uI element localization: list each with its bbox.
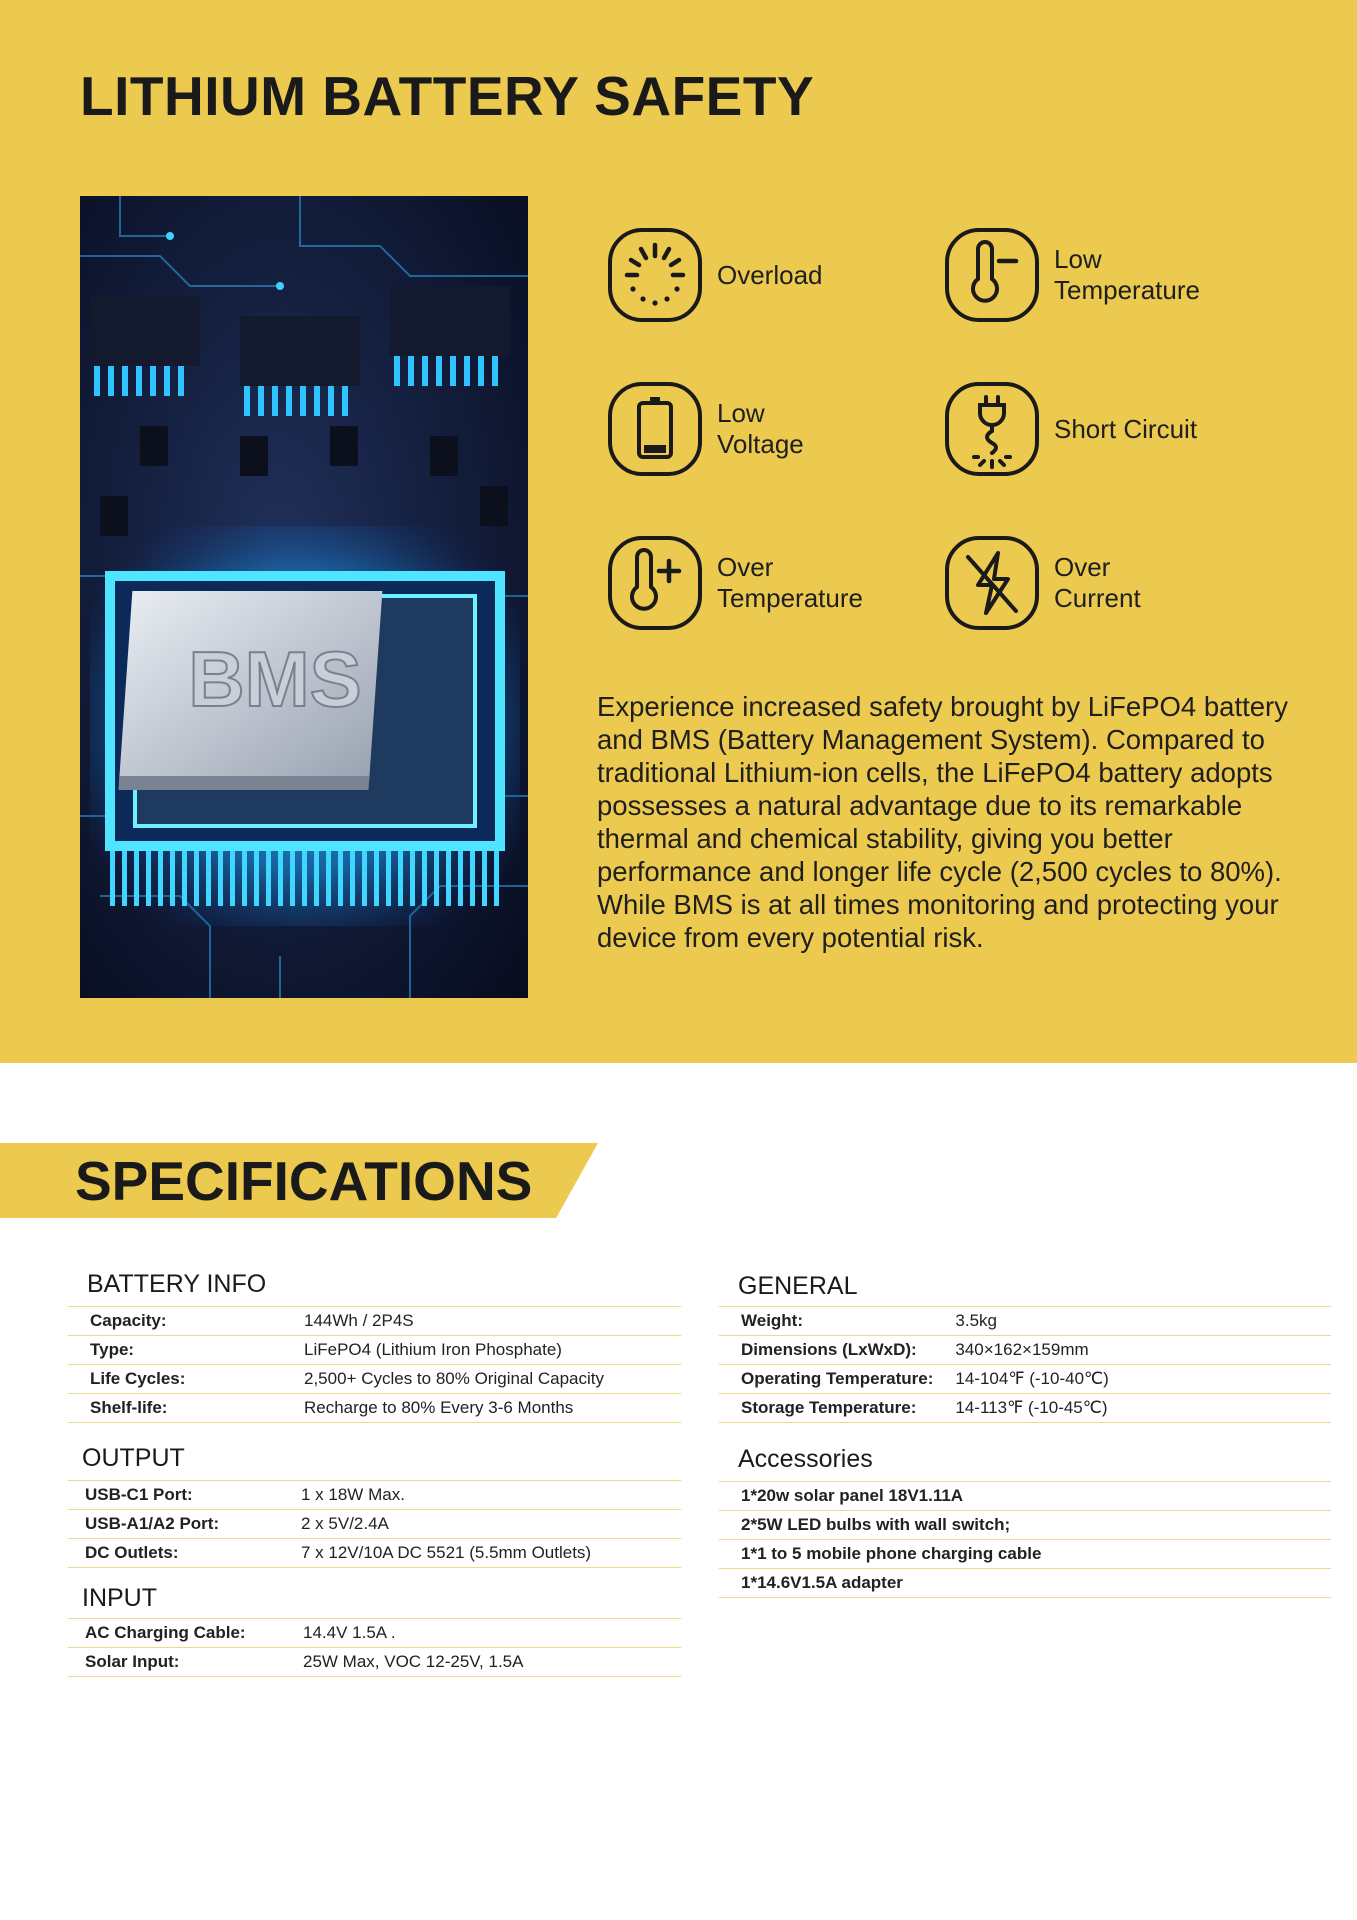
low-temperature-icon bbox=[944, 227, 1040, 323]
table-row bbox=[719, 1365, 1331, 1394]
output-table bbox=[68, 1480, 681, 1568]
feature-label: Temperature bbox=[1054, 275, 1200, 305]
table-row bbox=[68, 1365, 681, 1394]
spec-value: 14.4V 1.5A . bbox=[281, 1619, 681, 1648]
spec-value: 2 x 5V/2.4A bbox=[279, 1510, 681, 1539]
spec-key: Storage Temperature: bbox=[719, 1394, 933, 1423]
accessory-item: 1*14.6V1.5A adapter bbox=[719, 1569, 1331, 1598]
table-row bbox=[68, 1481, 681, 1510]
table-row bbox=[68, 1539, 681, 1568]
table-row bbox=[719, 1394, 1331, 1423]
table-row bbox=[719, 1307, 1331, 1336]
feature-low-temperature bbox=[944, 227, 1200, 323]
spec-key: Operating Temperature: bbox=[719, 1365, 933, 1394]
spec-key: Weight: bbox=[719, 1307, 933, 1336]
accessory-item: 1*1 to 5 mobile phone charging cable bbox=[719, 1540, 1331, 1569]
spec-value: 14-104℉ (-10-40℃) bbox=[933, 1365, 1331, 1394]
spec-value: 1 x 18W Max. bbox=[279, 1481, 681, 1510]
short-circuit-icon bbox=[944, 381, 1040, 477]
spec-value: 3.5kg bbox=[933, 1307, 1331, 1336]
table-row bbox=[719, 1511, 1331, 1540]
input-title: INPUT bbox=[82, 1584, 157, 1612]
page-title: LITHIUM BATTERY SAFETY bbox=[80, 65, 815, 127]
table-row bbox=[719, 1540, 1331, 1569]
output-title: OUTPUT bbox=[82, 1444, 185, 1472]
table-row bbox=[68, 1510, 681, 1539]
spec-value: LiFePO4 (Lithium Iron Phosphate) bbox=[282, 1336, 681, 1365]
spec-value: 25W Max, VOC 12-25V, 1.5A bbox=[281, 1648, 681, 1677]
battery-info-table bbox=[68, 1306, 681, 1423]
feature-label: Low bbox=[1054, 244, 1102, 274]
general-table bbox=[719, 1306, 1331, 1423]
feature-over-temperature bbox=[607, 535, 863, 631]
table-row bbox=[719, 1482, 1331, 1511]
table-row bbox=[68, 1394, 681, 1423]
spec-value: 144Wh / 2P4S bbox=[282, 1307, 681, 1336]
input-table bbox=[68, 1618, 681, 1677]
feature-label: Voltage bbox=[717, 429, 804, 459]
specifications-title: SPECIFICATIONS bbox=[75, 1150, 533, 1212]
over-current-icon bbox=[944, 535, 1040, 631]
accessory-item: 1*20w solar panel 18V1.11A bbox=[719, 1482, 1331, 1511]
spec-key: Type: bbox=[68, 1336, 282, 1365]
table-row bbox=[68, 1648, 681, 1677]
spec-value: 7 x 12V/10A DC 5521 (5.5mm Outlets) bbox=[279, 1539, 681, 1568]
feature-label: Temperature bbox=[717, 583, 863, 613]
spec-value: 2,500+ Cycles to 80% Original Capacity bbox=[282, 1365, 681, 1394]
feature-label: Low bbox=[717, 398, 765, 428]
general-title: GENERAL bbox=[738, 1272, 858, 1300]
table-row bbox=[68, 1307, 681, 1336]
safety-description: Experience increased safety brought by LiFePO4 battery and BMS (Battery Management System). Compared to traditional Lithium-ion cells, the LiFePO4 battery adopts possesses a natural advantage due to its remarkable thermal and chemical stability, giving you better performance and longer life cycle (2,500 cycles to 80%). While BMS is at all times monitoring and protecting your device from every potential risk. bbox=[597, 691, 1288, 953]
spec-key: USB-C1 Port: bbox=[68, 1481, 279, 1510]
spec-key: Shelf-life: bbox=[68, 1394, 282, 1423]
spec-key: Life Cycles: bbox=[68, 1365, 282, 1394]
battery-info-title: BATTERY INFO bbox=[87, 1270, 267, 1298]
feature-label: Over bbox=[717, 552, 774, 582]
feature-short-circuit bbox=[944, 381, 1197, 477]
feature-label: Current bbox=[1054, 583, 1141, 613]
low-voltage-icon bbox=[607, 381, 703, 477]
feature-label: Over bbox=[1054, 552, 1111, 582]
chip-label: BMS bbox=[188, 635, 362, 723]
accessory-item: 2*5W LED bulbs with wall switch; bbox=[719, 1511, 1331, 1540]
table-row bbox=[68, 1619, 681, 1648]
spec-value: 14-113℉ (-10-45℃) bbox=[933, 1394, 1331, 1423]
feature-over-current bbox=[944, 535, 1141, 631]
spec-key: DC Outlets: bbox=[68, 1539, 279, 1568]
table-row bbox=[719, 1336, 1331, 1365]
spec-key: Dimensions (LxWxD): bbox=[719, 1336, 933, 1365]
feature-label: Overload bbox=[717, 259, 823, 290]
spec-key: Capacity: bbox=[68, 1307, 282, 1336]
table-row bbox=[719, 1569, 1331, 1598]
over-temperature-icon bbox=[607, 535, 703, 631]
spec-key: AC Charging Cable: bbox=[68, 1619, 281, 1648]
spec-value: Recharge to 80% Every 3-6 Months bbox=[282, 1394, 681, 1423]
spec-key: USB-A1/A2 Port: bbox=[68, 1510, 279, 1539]
accessories-title: Accessories bbox=[738, 1445, 873, 1473]
spec-value: 340×162×159mm bbox=[933, 1336, 1331, 1365]
overload-icon bbox=[607, 227, 703, 323]
table-row bbox=[68, 1336, 681, 1365]
feature-low-voltage bbox=[607, 381, 804, 477]
feature-label: Short Circuit bbox=[1054, 413, 1198, 444]
feature-overload bbox=[607, 227, 823, 323]
bms-chip-image bbox=[80, 196, 528, 998]
accessories-table bbox=[719, 1481, 1331, 1598]
spec-key: Solar Input: bbox=[68, 1648, 281, 1677]
